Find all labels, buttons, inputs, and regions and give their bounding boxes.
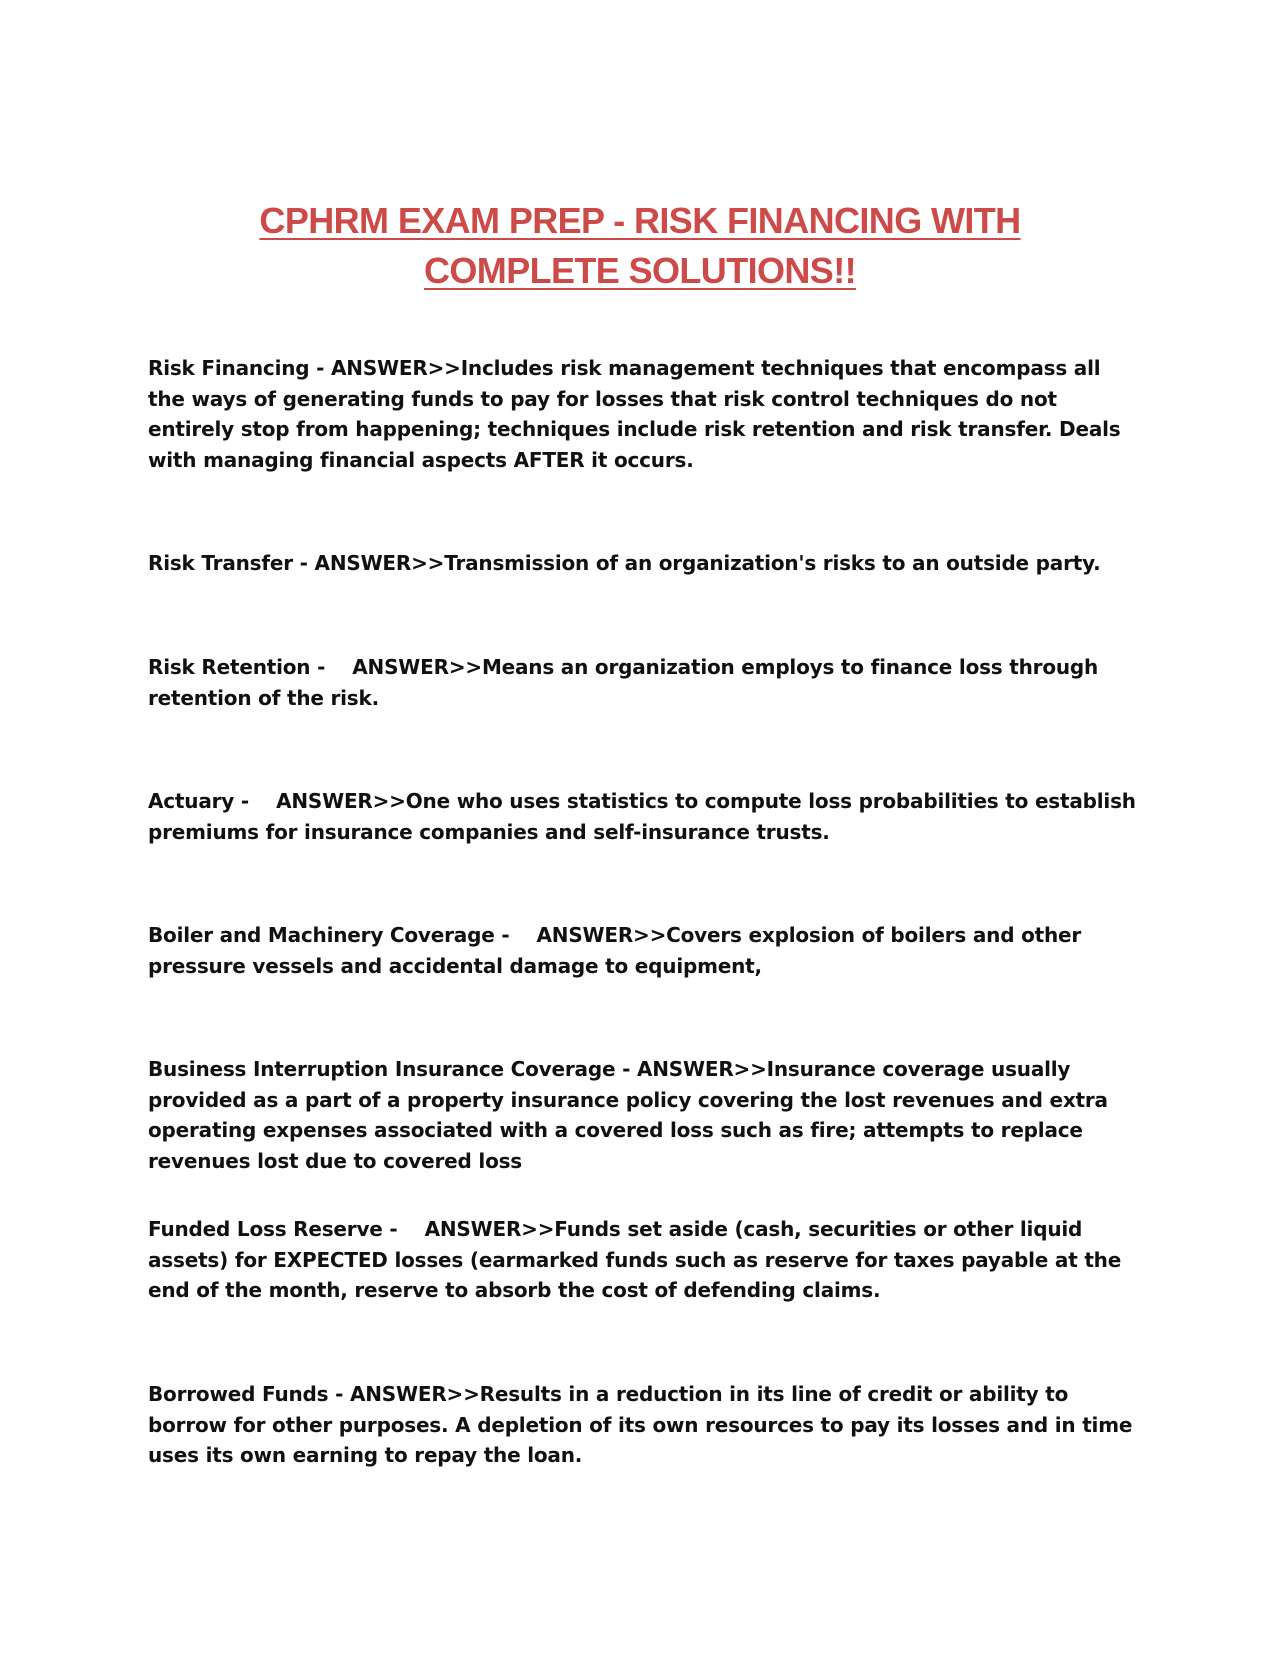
entry-term: Funded Loss Reserve — [148, 1217, 383, 1241]
entry-term: Boiler and Machinery Coverage — [148, 923, 495, 947]
entry-term: Risk Transfer — [148, 551, 293, 575]
title-line-2: COMPLETE SOLUTIONS!! — [424, 250, 856, 291]
entry-risk-transfer — [148, 548, 1140, 579]
entry-separator: - — [494, 923, 537, 947]
entry-answer: ANSWER>>Funds set aside (cash, securities or other liquid assets) for EXPECTED losses (earmarked funds such as reserve for taxes payable at the end of the month, reserve to absorb the cost of defending claims. — [148, 1217, 1128, 1302]
entry-boiler-machinery-coverage — [148, 920, 1140, 981]
entry-answer: ANSWER>>Results in a reduction in its line of credit or ability to borrow for other purposes. A depletion of its own resources to pay its losses and in time uses its own earning to repay the loan. — [148, 1382, 1139, 1467]
entry-funded-loss-reserve — [148, 1214, 1140, 1306]
entry-borrowed-funds — [148, 1379, 1140, 1471]
entry-answer: ANSWER>>Transmission of an organization's risks to an outside party. — [314, 551, 1101, 575]
entry-risk-retention — [148, 652, 1140, 713]
entry-answer: ANSWER>>Covers explosion of boilers and other pressure vessels and accidental damage to equipment, — [148, 923, 1088, 978]
entry-term: Risk Retention — [148, 655, 311, 679]
entry-separator: - — [310, 655, 353, 679]
entry-term: Actuary — [148, 789, 235, 813]
entry-answer: ANSWER>>Insurance coverage usually provided as a part of a property insurance policy covering the lost revenues and extra operating expenses associated with a covered loss such as fire; attempts to replace revenues lost due to covered loss — [148, 1057, 1115, 1173]
entry-separator: - — [234, 789, 277, 813]
document-title — [150, 196, 1130, 296]
entry-business-interruption-coverage — [148, 1054, 1140, 1176]
entry-answer: ANSWER>>Includes risk management techniques that encompass all the ways of generating funds to pay for losses that risk control techniques do not entirely stop from happening; techniques include risk retention and risk transfer. Deals with managing financial aspects AFTER it occurs. — [148, 356, 1128, 472]
entry-separator: - — [382, 1217, 425, 1241]
entry-term: Business Interruption Insurance Coverage — [148, 1057, 616, 1081]
entry-separator: - — [615, 1057, 637, 1081]
entry-separator: - — [292, 551, 315, 575]
entry-term: Borrowed Funds — [148, 1382, 329, 1406]
entry-answer: ANSWER>>Means an organization employs to finance loss through retention of the risk. — [148, 655, 1105, 710]
entry-risk-financing — [148, 353, 1140, 475]
entry-separator: - — [309, 356, 332, 380]
entry-answer: ANSWER>>One who uses statistics to compute loss probabilities to establish premiums for insurance companies and self-insurance trusts. — [148, 789, 1143, 844]
entry-term: Risk Financing — [148, 356, 310, 380]
title-line-1: CPHRM EXAM PREP - RISK FINANCING WITH — [259, 200, 1021, 241]
entry-actuary — [148, 786, 1143, 847]
entry-separator: - — [328, 1382, 350, 1406]
